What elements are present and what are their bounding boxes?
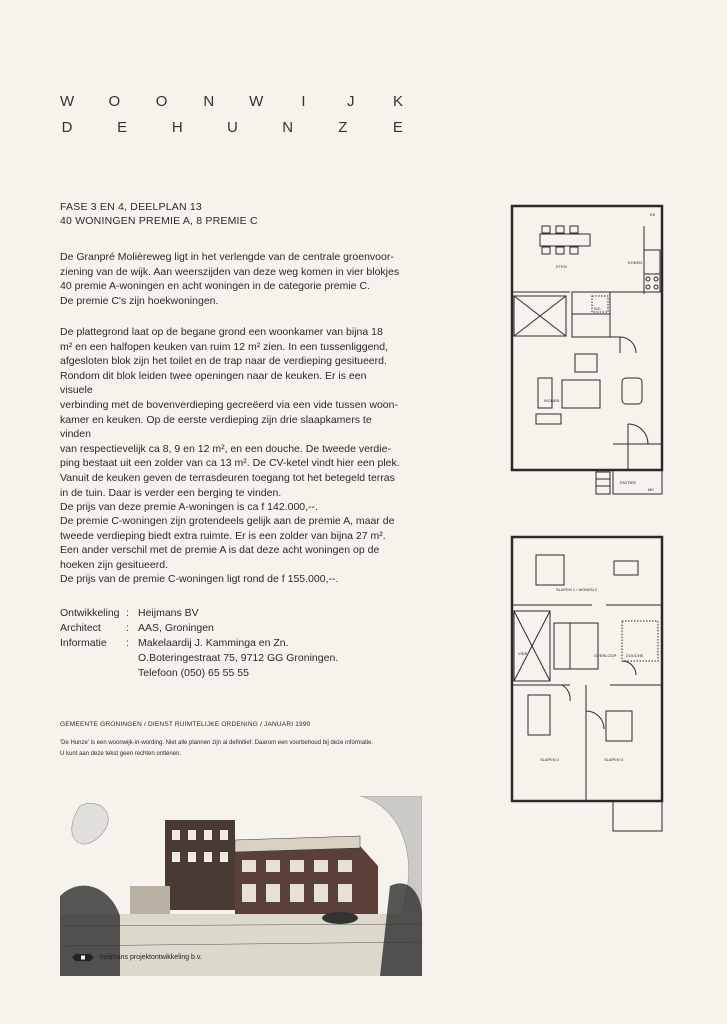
- credit-separator: :: [126, 637, 129, 649]
- label-wonen: WONEN: [544, 398, 560, 403]
- floorplan-paragraph: [60, 325, 400, 515]
- text-line: De prijs van de premie C-woningen ligt rond de f 155.000,--.: [60, 573, 339, 586]
- credit-separator: [126, 666, 138, 681]
- credit-label: [60, 651, 126, 666]
- text-line: hoeken zijn gesitueerd.: [60, 558, 168, 571]
- title-letter: O: [108, 93, 121, 110]
- text-line: De Granpré Molièreweg ligt in het verlengde van de centrale groenvoor-: [60, 251, 394, 263]
- label-entree: ENTREE: [620, 480, 637, 485]
- text-line: m² en een halfopen keuken van ruim 12 m² zien. In een tussenliggend,: [60, 340, 389, 353]
- label-wc: WC: [594, 306, 601, 311]
- title-letter: U: [227, 119, 238, 136]
- text-line: afgesloten blok zijn het toilet en de trap naar de verdieping gesitueerd.: [60, 355, 387, 368]
- credit-value: Makelaardij J. Kamminga en Zn.: [138, 637, 289, 649]
- text-line: in de tuin. Daar is verder een berging te vinden.: [60, 486, 282, 499]
- credit-value: O.Boteringestraat 75, 9712 GG Groningen.: [138, 652, 339, 664]
- label-mk: MK: [648, 487, 654, 492]
- title-letter: E: [392, 119, 403, 136]
- label-eten: ETEN: [556, 264, 567, 269]
- credits-list: [60, 606, 338, 681]
- label-kk: KK: [650, 212, 656, 217]
- title-letter: E: [117, 119, 128, 136]
- credit-separator: :: [126, 622, 129, 634]
- text-line: Een ander verschil met de premie A is dat deze acht woningen op de: [60, 544, 380, 557]
- title-letter: J: [346, 93, 355, 110]
- title-letter: D: [61, 119, 73, 136]
- credit-value: Telefoon (050) 65 55 55: [138, 667, 249, 679]
- title-letter: H: [171, 119, 183, 136]
- credit-label: Ontwikkeling: [60, 607, 120, 619]
- text-line: De premie C's zijn hoekwoningen.: [60, 294, 219, 307]
- label-koken: KOKEN: [628, 260, 643, 265]
- disclaimer-line-1: 'De Hunze' is een woonwijk-in-wording. Niet alle plannen zijn al definitief. Daarom een voorbehoud bij deze informatie.: [60, 740, 374, 746]
- heading-line-1: FASE 3 EN 4, DEELPLAN 13: [60, 201, 202, 213]
- section-heading: [60, 200, 400, 228]
- footer-disclaimer: [60, 738, 420, 760]
- title-letter: N: [282, 119, 294, 136]
- brand-footer: [72, 953, 202, 962]
- credit-separator: :: [126, 607, 129, 619]
- label-vide: VIDE: [518, 651, 528, 656]
- label-douche: DOUCHE: [626, 653, 644, 658]
- title-letter: O: [155, 93, 168, 110]
- credit-value: AAS, Groningen: [138, 622, 214, 634]
- brand-name: heijmans projektontwikkeling b.v.: [100, 954, 202, 961]
- text-line: Rondom dit blok leiden twee openingen naar de keuken. Er is een visuele: [60, 369, 367, 397]
- first-floor-plan: [510, 535, 665, 835]
- footer-publisher: GEMEENTE GRONINGEN / DIENST RUIMTELIJKE ORDENING / JANUARI 1990: [60, 721, 311, 728]
- text-line: De prijs van deze premie A-woningen is ca f 142.000,--.: [60, 501, 318, 514]
- text-line: Vanuit de keuken geven de terrasdeuren toegang tot het betegeld terras: [60, 471, 395, 484]
- credit-label: Architect: [60, 622, 101, 634]
- intro-paragraph: [60, 250, 400, 308]
- credit-row: [60, 651, 338, 666]
- title-letter: N: [203, 93, 215, 110]
- credit-separator: [126, 651, 138, 666]
- credit-row: [60, 666, 338, 681]
- credit-row: [60, 636, 338, 651]
- label-slapen-3: SLAPEN 3: [604, 757, 624, 762]
- text-line: 40 premie A-woningen en acht woningen in de categorie premie C.: [60, 280, 370, 293]
- text-line: tweede verdieping biedt extra ruimte. Er is een zolder van bijna 27 m².: [60, 529, 386, 542]
- credit-label: Informatie: [60, 637, 107, 649]
- text-line: verbinding met de bovenverdieping gecreëerd via een vide tussen woon-: [60, 398, 398, 411]
- label-slapen-1: SLAPEN 1 / WONEN 2: [556, 587, 598, 592]
- label-overloop: OVERLOOP: [594, 653, 617, 658]
- premie-c-paragraph: [60, 514, 400, 587]
- text-line: kamer en keuken. Op de eerste verdieping zijn drie slaapkamers te vinden: [60, 413, 372, 441]
- text-line: van respectievelijk ca 8, 9 en 12 m², en een douche. De tweede verdie-: [60, 442, 391, 455]
- text-line: ziening van de wijk. Aan weerszijden van deze weg komen in vier blokjes: [60, 265, 400, 278]
- credit-value: Heijmans BV: [138, 607, 199, 619]
- heading-line-2: 40 WONINGEN PREMIE A, 8 PREMIE C: [60, 215, 258, 227]
- disclaimer-line-2: U kunt aan deze tekst geen rechten ontlenen.: [60, 751, 182, 757]
- title-letter: W: [249, 93, 264, 110]
- text-line: ping bestaat uit een zolder van ca 13 m². De CV-ketel vindt hier een plek.: [60, 457, 400, 470]
- architectural-rendering-image: [60, 796, 422, 976]
- credit-label: [60, 666, 126, 681]
- text-line: De premie C-woningen zijn grotendeels gelijk aan de premie A, maar de: [60, 515, 395, 527]
- text-line: De plattegrond laat op de begane grond een woonkamer van bijna 18: [60, 326, 383, 338]
- heijmans-logo-icon: [72, 953, 94, 962]
- credit-row: [60, 606, 338, 621]
- title-letter: W: [60, 93, 75, 110]
- ground-floor-plan: [510, 204, 665, 509]
- page-title-line-1: [60, 93, 405, 110]
- credit-row: [60, 621, 338, 636]
- title-letter: K: [392, 93, 403, 110]
- title-letter: Z: [338, 119, 348, 136]
- title-letter: I: [301, 93, 306, 110]
- label-slapen-2: SLAPEN 2: [540, 757, 560, 762]
- page-title-line-2: [60, 119, 405, 136]
